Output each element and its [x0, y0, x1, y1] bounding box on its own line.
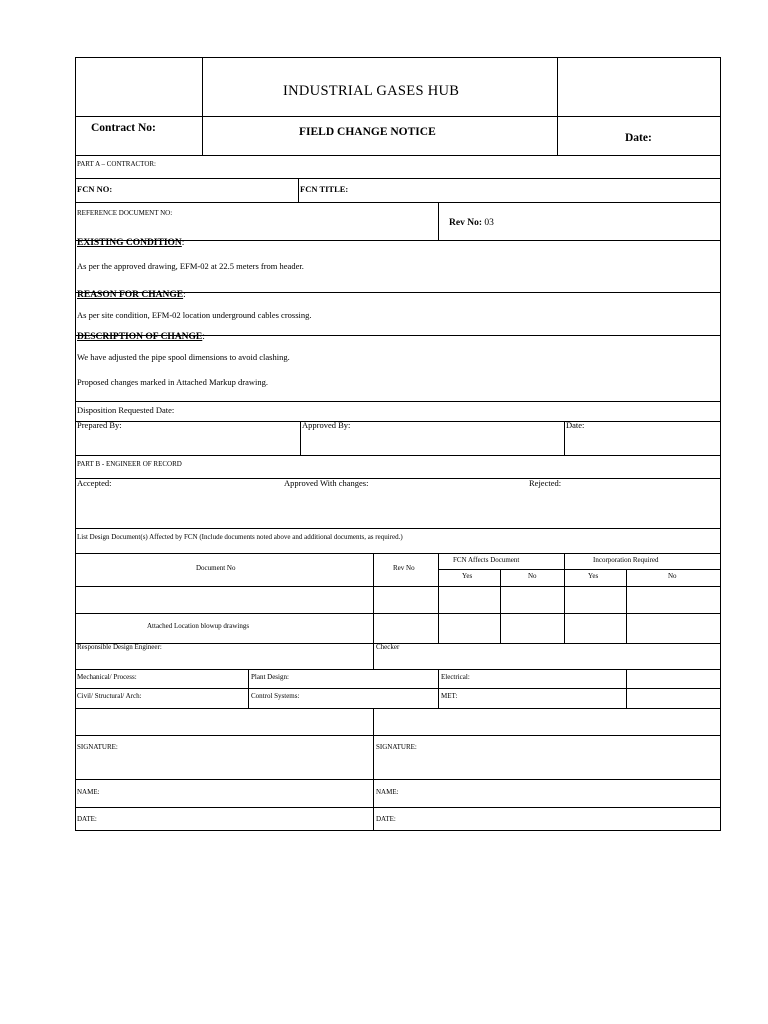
existing-condition-text: As per the approved drawing, EFM-02 at 22.5 meters from header.	[77, 261, 304, 271]
description-line-1: We have adjusted the pipe spool dimensions to avoid clashing.	[77, 352, 290, 362]
col-fcn-yes: Yes	[462, 572, 473, 580]
rule-signature	[75, 779, 721, 780]
reason-for-change-field: REASON FOR CHANGE:	[77, 290, 186, 300]
civil-structural-label: Civil/ Structural/ Arch:	[77, 692, 142, 700]
rule-v-ref	[438, 202, 439, 240]
signature-label-left: SIGNATURE:	[77, 743, 118, 751]
col-inc-yes: Yes	[588, 572, 599, 580]
rule-v-approved	[564, 421, 565, 455]
fcn-no-label: FCN NO:	[77, 184, 113, 194]
accepted-label: Accepted:	[77, 478, 112, 488]
date-label-left: DATE:	[77, 815, 97, 823]
name-label-right: NAME:	[376, 788, 399, 796]
rule-list	[75, 528, 721, 529]
part-b-heading: PART B - ENGINEER OF RECORD	[77, 460, 182, 468]
reference-document-label: REFERENCE DOCUMENT NO:	[77, 209, 173, 217]
rule-v-docno	[373, 553, 374, 669]
approved-with-changes-label: Approved With changes:	[284, 478, 369, 488]
rule-v-header-right	[557, 57, 558, 155]
rule-table-head	[75, 553, 721, 554]
col-document-no: Document No	[196, 564, 236, 572]
rule-v-inc-yes	[626, 569, 627, 643]
rule-v-fcn	[298, 178, 299, 202]
rule-blank	[75, 735, 721, 736]
rule-mechanical	[75, 688, 721, 689]
rule-disposition	[75, 401, 721, 402]
rule-part-a	[75, 155, 721, 156]
name-label-left: NAME:	[77, 788, 100, 796]
rejected-label: Rejected:	[529, 478, 562, 488]
rule-v-mech	[248, 669, 249, 708]
rule-part-b	[75, 455, 721, 456]
electrical-label: Electrical:	[441, 673, 470, 681]
rev-no-label: Rev No:	[449, 218, 482, 228]
description-of-change-label: DESCRIPTION OF CHANGE	[77, 332, 203, 342]
header-date-label: Date:	[625, 132, 652, 144]
rule-header	[75, 116, 721, 117]
rule-v-fcn-yes	[500, 569, 501, 643]
rule-v-fcn-affects	[564, 553, 565, 643]
existing-condition-field: EXISTING CONDITION:	[77, 238, 185, 248]
col-fcn-affects: FCN Affects Document	[453, 556, 520, 564]
prepared-by-label: Prepared By:	[77, 420, 122, 430]
existing-condition-label: EXISTING CONDITION	[77, 238, 182, 248]
plant-design-label: Plant Design:	[251, 673, 289, 681]
form-border	[75, 57, 721, 831]
company-name: INDUSTRIAL GASES HUB	[283, 83, 460, 99]
rule-fcn	[75, 178, 721, 179]
col-fcn-no: No	[528, 572, 537, 580]
col-incorporation-required: Incorporation Required	[593, 556, 659, 564]
col-rev-no: Rev No	[393, 564, 415, 572]
rev-no-value: 03	[484, 218, 494, 228]
approved-by-label: Approved By:	[302, 420, 351, 430]
disposition-date-label: Disposition Requested Date:	[77, 405, 175, 415]
met-label: MET:	[441, 692, 458, 700]
reason-for-change-text: As per site condition, EFM-02 location underground cables crossing.	[77, 310, 312, 320]
rule-v-header-left	[202, 57, 203, 155]
rev-no-field	[449, 219, 494, 229]
reason-for-change-label: REASON FOR CHANGE	[77, 290, 184, 300]
rule-prepared	[75, 421, 721, 422]
part-a-date-label: Date:	[566, 420, 585, 430]
description-line-2: Proposed changes marked in Attached Markup drawing.	[77, 377, 268, 387]
rule-responsible	[75, 669, 721, 670]
description-of-change-field: DESCRIPTION OF CHANGE:	[77, 332, 205, 342]
rule-civil	[75, 708, 721, 709]
signature-label-right: SIGNATURE:	[376, 743, 417, 751]
rule-v-signature	[373, 708, 374, 831]
rule-v-prepared	[300, 421, 301, 455]
date-label-right: DATE:	[376, 815, 396, 823]
rule-ref	[75, 202, 721, 203]
rule-v-rev	[438, 553, 439, 643]
col-inc-no: No	[668, 572, 677, 580]
control-systems-label: Control Systems:	[251, 692, 300, 700]
rule-v-plant	[438, 669, 439, 708]
part-a-heading: PART A – CONTRACTOR:	[77, 160, 157, 168]
rule-accepted	[75, 478, 721, 479]
rule-row1	[75, 586, 721, 587]
rule-yes-no	[438, 569, 721, 570]
mechanical-process-label: Mechanical/ Process:	[77, 673, 137, 681]
rule-v-elec	[626, 669, 627, 708]
list-design-documents-label: List Design Document(s) Affected by FCN (Include documents noted above and additional documents, as required.)	[77, 533, 403, 541]
rule-name	[75, 807, 721, 808]
row-attached-drawings: Attached Location blowup drawings	[147, 622, 250, 630]
contract-no-label: Contract No:	[91, 122, 156, 134]
checker-label: Checker	[376, 643, 400, 651]
form-title: FIELD CHANGE NOTICE	[299, 126, 436, 138]
responsible-engineer-label: Responsible Design Engineer:	[77, 643, 162, 651]
rule-row2	[75, 613, 721, 614]
fcn-title-label: FCN TITLE:	[300, 184, 349, 194]
